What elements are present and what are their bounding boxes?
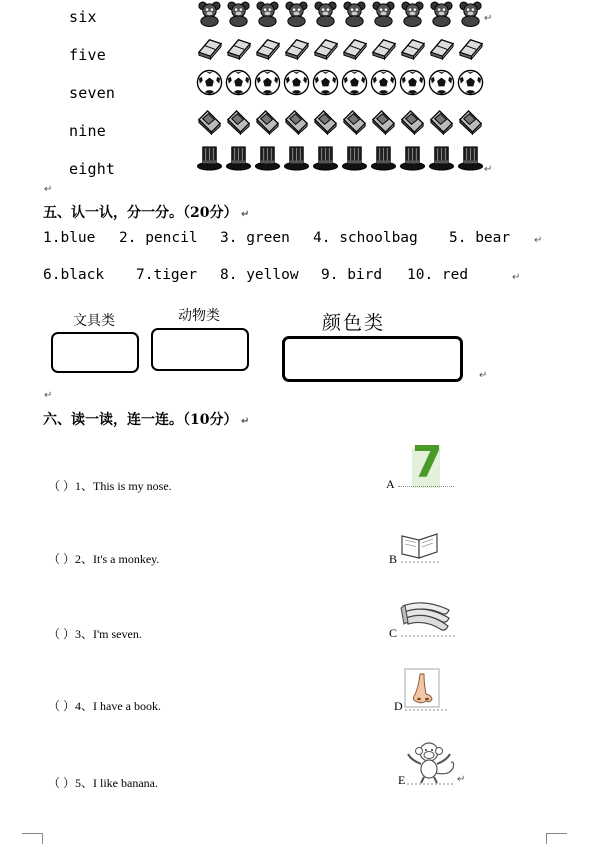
option-letter-b: B — [389, 552, 398, 566]
top-hat-icon — [457, 145, 484, 172]
eraser-icon — [283, 34, 310, 61]
paragraph-mark: ↵ — [44, 390, 53, 401]
top-hat-icon — [254, 145, 281, 172]
match-sentence-2: （ ）2、It's a monkey. — [48, 552, 160, 566]
paragraph-mark: ↵ — [44, 184, 53, 195]
match-sentence-5: （ ）5、I like banana. — [48, 776, 158, 790]
pencil-sharpener-icon — [399, 108, 426, 135]
eraser-icon — [225, 34, 252, 61]
option-letter-a: A — [386, 477, 395, 491]
top-hat-icon — [399, 145, 426, 172]
football-icon — [428, 69, 455, 96]
match-sentence-3: （ ）3、I'm seven. — [48, 627, 142, 641]
paragraph-mark: ↵ — [484, 13, 493, 24]
book-icon — [399, 528, 443, 564]
count-word-six: six — [69, 8, 97, 26]
pencil-sharpener-icon — [225, 108, 252, 135]
animals-answer-box[interactable] — [151, 328, 249, 371]
category-label-animals: 动物类 — [178, 308, 220, 324]
top-hat-icon — [225, 145, 252, 172]
football-icon-row — [196, 69, 484, 97]
football-icon — [457, 69, 484, 96]
section5-title: 五、认一认，分一分。（20分） ↵ — [43, 205, 250, 221]
bear-icon — [428, 0, 455, 27]
vocab-item: 10. red — [407, 267, 469, 283]
option-letter-c: C — [389, 626, 398, 640]
eraser-icon — [399, 34, 426, 61]
top-hat-icon — [312, 145, 339, 172]
bear-icon — [254, 0, 281, 27]
vocab-item: 3. green — [220, 230, 290, 246]
monkey-icon — [405, 740, 467, 786]
stationery-answer-box[interactable] — [51, 332, 139, 373]
pencil-sharpener-icon-row — [196, 108, 484, 136]
option-letter-e: E — [398, 773, 406, 787]
football-icon — [370, 69, 397, 96]
paragraph-mark: ↵ — [479, 370, 488, 381]
pencil-sharpener-icon — [312, 108, 339, 135]
pencil-sharpener-icon — [254, 108, 281, 135]
top-hat-icon — [283, 145, 310, 172]
bear-icon — [341, 0, 368, 27]
top-hat-icon-row — [196, 145, 484, 173]
vocab-item: 8. yellow — [220, 267, 299, 283]
option-letter-d: D — [394, 699, 403, 713]
bear-icon — [196, 0, 223, 27]
football-icon — [196, 69, 223, 96]
vocab-item: 7.tiger — [136, 267, 198, 283]
count-word-five: five — [69, 46, 106, 64]
eraser-icon-row — [196, 34, 484, 62]
top-hat-icon — [341, 145, 368, 172]
eraser-icon — [254, 34, 281, 61]
colors-answer-box[interactable] — [282, 336, 463, 382]
match-sentence-1: （ ）1、This is my nose. — [48, 479, 172, 493]
bear-icon-row — [196, 0, 484, 28]
top-hat-icon — [196, 145, 223, 172]
eraser-icon — [428, 34, 455, 61]
section6-title: 六、读一读，连一连。（10分） ↵ — [43, 412, 250, 428]
bear-icon — [370, 0, 397, 27]
count-word-nine: nine — [69, 122, 106, 140]
pencil-sharpener-icon — [428, 108, 455, 135]
paragraph-mark: ↵ — [534, 235, 543, 246]
pencil-sharpener-icon — [370, 108, 397, 135]
vocab-item: 1.blue — [43, 230, 96, 246]
bear-icon — [457, 0, 484, 27]
count-word-seven: seven — [69, 84, 116, 102]
bear-icon — [399, 0, 426, 27]
eraser-icon — [457, 34, 484, 61]
vocab-item: 9. bird — [321, 267, 383, 283]
pencil-sharpener-icon — [283, 108, 310, 135]
svg-text:↵: ↵ — [457, 774, 466, 785]
football-icon — [283, 69, 310, 96]
football-icon — [341, 69, 368, 96]
page-corner-mark — [22, 833, 43, 844]
category-label-colors: 颜色类 — [322, 312, 386, 334]
top-hat-icon — [370, 145, 397, 172]
bear-icon — [225, 0, 252, 27]
pencil-sharpener-icon — [457, 108, 484, 135]
banana-icon — [399, 596, 457, 638]
pencil-sharpener-icon — [196, 108, 223, 135]
bear-icon — [312, 0, 339, 27]
bear-icon — [283, 0, 310, 27]
paragraph-mark: ↵ — [512, 272, 521, 283]
vocab-item: 5. bear — [449, 230, 511, 246]
page-corner-mark — [546, 833, 567, 844]
vocab-item: 2. pencil — [119, 230, 198, 246]
football-icon — [225, 69, 252, 96]
number-seven-icon: 7 — [398, 448, 456, 488]
paragraph-mark: ↵ — [484, 164, 493, 175]
pencil-sharpener-icon — [341, 108, 368, 135]
eraser-icon — [341, 34, 368, 61]
football-icon — [312, 69, 339, 96]
football-icon — [254, 69, 281, 96]
vocab-item: 6.black — [43, 267, 105, 283]
nose-icon — [404, 668, 448, 712]
eraser-icon — [370, 34, 397, 61]
eraser-icon — [196, 34, 223, 61]
eraser-icon — [312, 34, 339, 61]
match-sentence-4: （ ）4、I have a book. — [48, 699, 161, 713]
vocab-item: 4. schoolbag — [313, 230, 418, 246]
top-hat-icon — [428, 145, 455, 172]
football-icon — [399, 69, 426, 96]
category-label-stationery: 文具类 — [73, 313, 115, 329]
count-word-eight: eight — [69, 160, 116, 178]
